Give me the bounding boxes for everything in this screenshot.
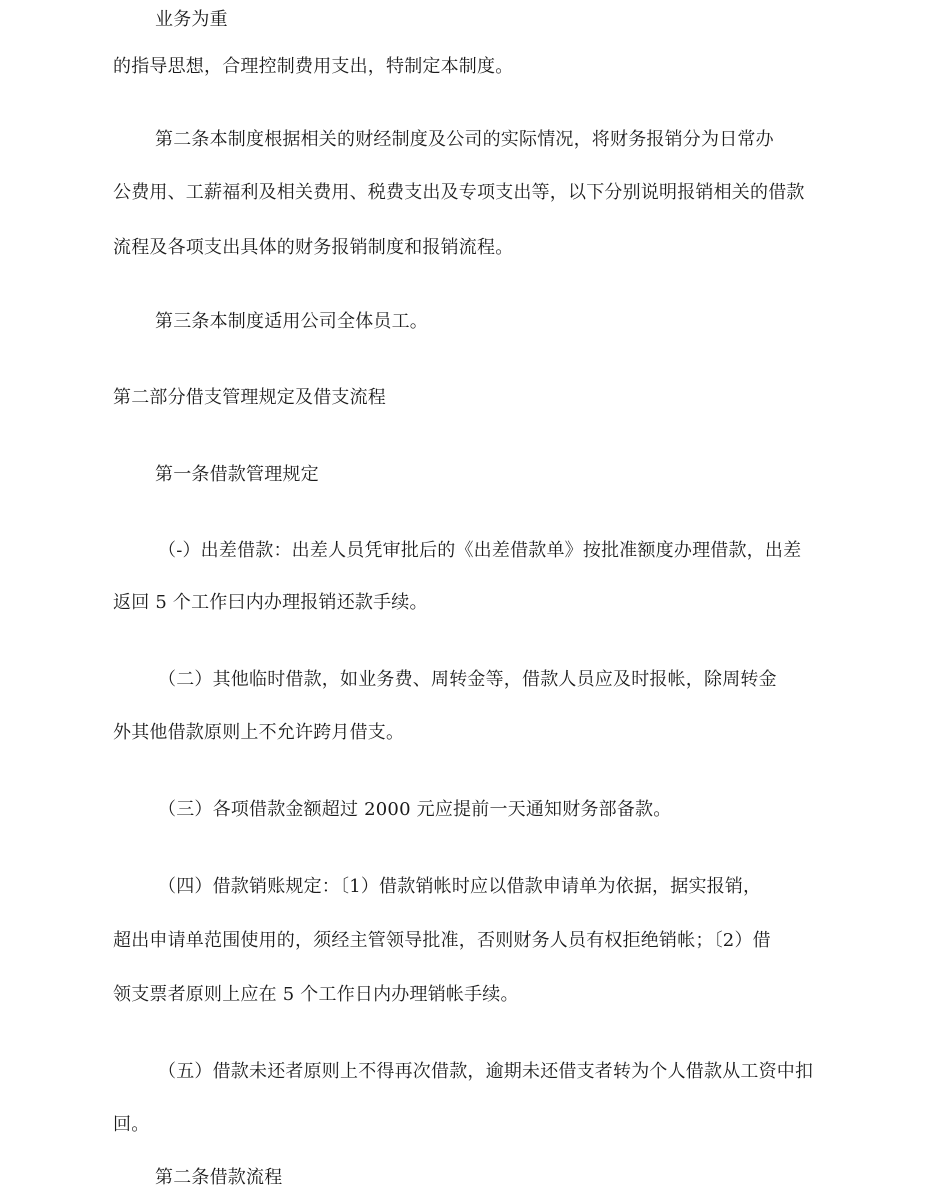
text-line: 外其他借款原则上不允许跨月借支。 bbox=[113, 722, 405, 743]
text-line: 回。 bbox=[113, 1114, 150, 1135]
clause-2-line: （二）其他临时借款，如业务费、周转金等，借款人员应及时报帐，除周转金 bbox=[158, 669, 777, 690]
article-heading: 第一条借款管理规定 bbox=[155, 464, 319, 485]
article-heading: 第二条借款流程 bbox=[155, 1167, 283, 1188]
clause-1-line: （-）出差借款：出差人员凭审批后的《出差借款单》按批准额度办理借款，出差 bbox=[158, 540, 802, 561]
section-heading: 第二部分借支管理规定及借支流程 bbox=[113, 387, 386, 408]
text-line: 流程及各项支出具体的财务报销制度和报销流程。 bbox=[113, 237, 514, 258]
text-line: 领支票者原则上应在 5 个工作日内办理销帐手续。 bbox=[113, 984, 519, 1005]
text-line: 的指导思想，合理控制费用支出，特制定本制度。 bbox=[113, 56, 514, 77]
text-line: 公费用、工薪福利及相关费用、税费支出及专项支出等，以下分别说明报销相关的借款 bbox=[113, 182, 805, 203]
clause-3-line: （三）各项借款金额超过 2000 元应提前一天通知财务部备款。 bbox=[158, 799, 672, 820]
text-line: 返回 5 个工作曰内办理报销还款手续。 bbox=[113, 592, 428, 613]
text-line: 超出申请单范围使用的，须经主管领导批准，否则财务人员有权拒绝销帐；〔2）借 bbox=[113, 930, 771, 951]
text-line: 业务为重 bbox=[155, 9, 228, 30]
article-2-line: 第二条本制度根据相关的财经制度及公司的实际情况，将财务报销分为日常办 bbox=[155, 129, 774, 150]
clause-4-line: （四）借款销账规定：〔1）借款销帐时应以借款申请单为依据，据实报销， bbox=[158, 876, 762, 897]
clause-5-line: （五）借款未还者原则上不得再次借款，逾期未还借支者转为个人借款从工资中扣 bbox=[158, 1061, 814, 1082]
article-3-line: 第三条本制度适用公司全体员工。 bbox=[155, 311, 428, 332]
